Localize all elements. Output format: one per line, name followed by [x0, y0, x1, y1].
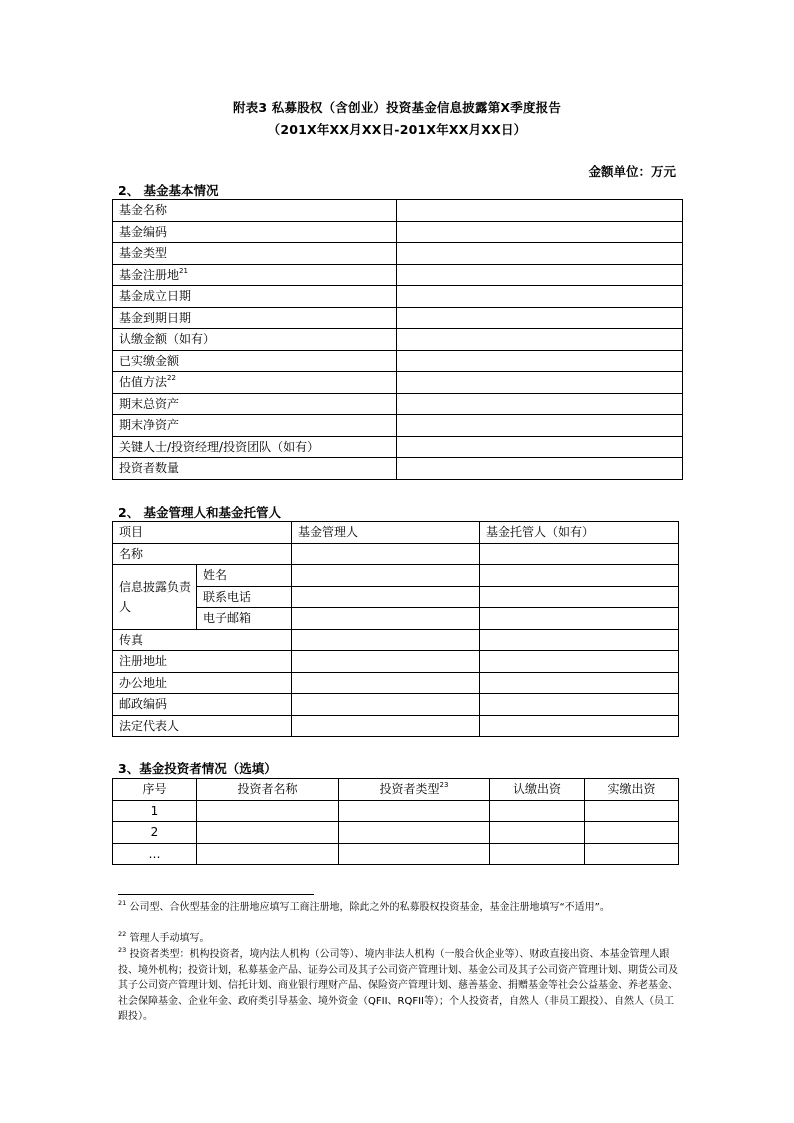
footnote — [118, 931, 678, 947]
row-label-text: 认缴金额（如有） — [119, 332, 216, 346]
custodian-cell[interactable] — [480, 672, 679, 694]
row-label — [113, 264, 397, 286]
header-subscribed: 认缴出资 — [490, 779, 585, 801]
table-row — [113, 307, 683, 329]
row-label-text: 基金编码 — [119, 224, 168, 239]
row-label: 名称 — [113, 543, 292, 565]
document-title: 附表3 私募股权（含创业）投资基金信息披露第X季度报告 — [232, 100, 562, 115]
value-cell[interactable] — [397, 286, 683, 308]
investor-type-cell[interactable] — [339, 843, 490, 865]
header-item: 项目 — [113, 522, 292, 544]
row-label — [113, 221, 397, 243]
row-label — [113, 286, 397, 308]
header-manager: 基金管理人 — [292, 522, 480, 544]
table-row — [113, 264, 683, 286]
table-row — [113, 350, 683, 372]
table-row — [113, 543, 679, 565]
contact-row-label: 姓名 — [197, 565, 292, 587]
row-label: 法定代表人 — [113, 715, 292, 737]
investors-table — [112, 778, 679, 865]
manager-cell[interactable] — [292, 651, 480, 673]
table-row — [113, 458, 683, 480]
paid-cell[interactable] — [585, 843, 679, 865]
header-seq: 序号 — [113, 779, 197, 801]
footnote-ref: 22 — [167, 374, 176, 382]
custodian-cell[interactable] — [480, 694, 679, 716]
basic-info-table — [112, 199, 683, 480]
footnote-text: 管理人手动填写。 — [129, 933, 210, 944]
footnote-ref: 23 — [439, 781, 449, 789]
row-label — [113, 393, 397, 415]
custodian-cell[interactable] — [480, 543, 679, 565]
row-label-text: 估值方法 — [119, 375, 168, 389]
row-label — [113, 307, 397, 329]
table-row — [113, 608, 679, 630]
table-row — [113, 393, 683, 415]
paid-cell[interactable] — [585, 822, 679, 844]
subscribed-cell[interactable] — [490, 843, 585, 865]
table-row — [113, 243, 683, 265]
seq-cell: 2 — [113, 822, 197, 844]
row-label — [113, 350, 397, 372]
row-label-text: 基金类型 — [119, 246, 168, 260]
value-cell[interactable] — [397, 329, 683, 351]
row-label-text: 关键人士/投资经理/投资团队（如有） — [119, 439, 320, 454]
row-label-text: 基金注册地 — [119, 267, 180, 282]
header-investor-type — [339, 779, 490, 801]
contact-row-label: 联系电话 — [197, 586, 292, 608]
value-cell[interactable] — [397, 307, 683, 329]
section-heading-manager-custodian: 2、 基金管理人和基金托管人 — [118, 505, 282, 520]
table-row — [113, 651, 679, 673]
table-row — [113, 329, 683, 351]
custodian-cell[interactable] — [480, 565, 679, 587]
table-row — [113, 586, 679, 608]
table-row — [113, 436, 683, 458]
footnote-divider — [118, 894, 314, 895]
footnote — [118, 947, 678, 1025]
footnote-ref: 21 — [179, 266, 188, 275]
investor-name-cell[interactable] — [197, 822, 339, 844]
row-label-text: 基金名称 — [119, 203, 168, 217]
investor-type-cell[interactable] — [339, 822, 490, 844]
subscribed-cell[interactable] — [490, 800, 585, 822]
row-label-text: 期末净资产 — [119, 418, 180, 432]
table-row — [113, 415, 683, 437]
value-cell[interactable] — [397, 264, 683, 286]
row-label — [113, 200, 397, 222]
footnote-text: 投资者类型：机构投资者，境内法人机构（公司等）、境内非法人机构（一般合伙企业等）、财政直接出资、本基金管理人跟投、境外机构；投资计划，私募基金产品、证券公司及其子公司资产管理计划、基金公司及其子公司资产管理计划、期货公司及其子公司资产管理计划、信托计划、商业银行理财产品、保险资产管理计划、慈善基金、捐赠基金等社会公益基金、养老基金、社会保障基金、企业年金、政府类引导基金、境外资金（QFII、RQFII等）；个人投资者，自然人（非员工跟投）、自然人（员工跟投）。 — [118, 949, 678, 1023]
footnote-number: 21 — [118, 899, 127, 907]
investor-name-cell[interactable] — [197, 800, 339, 822]
table-row — [113, 629, 679, 651]
header-investor-name: 投资者名称 — [197, 779, 339, 801]
manager-cell[interactable] — [292, 565, 480, 587]
table-row — [113, 672, 679, 694]
custodian-cell[interactable] — [480, 608, 679, 630]
value-cell[interactable] — [397, 350, 683, 372]
table-row — [113, 522, 679, 544]
seq-cell: … — [113, 843, 197, 865]
manager-cell[interactable] — [292, 672, 480, 694]
investor-name-cell[interactable] — [197, 843, 339, 865]
table-row — [113, 565, 679, 587]
row-label: 邮政编码 — [113, 694, 292, 716]
paid-cell[interactable] — [585, 800, 679, 822]
manager-cell[interactable] — [292, 629, 480, 651]
custodian-cell[interactable] — [480, 586, 679, 608]
custodian-cell[interactable] — [480, 715, 679, 737]
footnote-number: 22 — [118, 930, 127, 938]
row-label-text: 投资者数量 — [119, 461, 180, 475]
value-cell[interactable] — [397, 458, 683, 480]
manager-cell[interactable] — [292, 586, 480, 608]
header-custodian: 基金托管人（如有） — [480, 522, 679, 544]
contact-group-label: 信息披露负责人 — [113, 565, 197, 630]
row-label — [113, 329, 397, 351]
amount-unit: 金额单位：万元 — [588, 164, 676, 179]
row-label: 办公地址 — [113, 672, 292, 694]
table-row — [113, 800, 679, 822]
table-row — [113, 779, 679, 801]
row-label-text: 基金到期日期 — [119, 310, 192, 325]
row-label: 注册地址 — [113, 651, 292, 673]
footnote — [118, 900, 678, 916]
investor-type-cell[interactable] — [339, 800, 490, 822]
header-investor-type-label: 投资者类型 — [379, 782, 440, 796]
custodian-cell[interactable] — [480, 629, 679, 651]
table-row — [113, 286, 683, 308]
table-row — [113, 372, 683, 394]
row-label — [113, 458, 397, 480]
table-row — [113, 200, 683, 222]
header-paid: 实缴出资 — [585, 779, 679, 801]
value-cell[interactable] — [397, 372, 683, 394]
value-cell[interactable] — [397, 393, 683, 415]
value-cell[interactable] — [397, 415, 683, 437]
row-label: 传真 — [113, 629, 292, 651]
custodian-cell[interactable] — [480, 651, 679, 673]
footnote-number: 23 — [118, 946, 127, 954]
row-label — [113, 243, 397, 265]
contact-row-label: 电子邮箱 — [197, 608, 292, 630]
table-row — [113, 221, 683, 243]
manager-custodian-table — [112, 521, 679, 737]
manager-cell[interactable] — [292, 715, 480, 737]
table-row — [113, 822, 679, 844]
document-period: （201X年XX月XX日-201X年XX月XX日） — [267, 122, 527, 137]
row-label-text: 基金成立日期 — [119, 289, 192, 303]
section-heading-investors: 3、基金投资者情况（选填） — [118, 761, 277, 776]
row-label-text: 期末总资产 — [119, 396, 180, 411]
value-cell[interactable] — [397, 243, 683, 265]
table-row — [113, 843, 679, 865]
footnote-text: 公司型、合伙型基金的注册地应填写工商注册地，除此之外的私募股权投资基金，基金注册地填写“不适用”。 — [129, 902, 610, 913]
subscribed-cell[interactable] — [490, 822, 585, 844]
table-row — [113, 694, 679, 716]
value-cell[interactable] — [397, 436, 683, 458]
seq-cell: 1 — [113, 800, 197, 822]
row-label — [113, 372, 397, 394]
table-row — [113, 715, 679, 737]
value-cell[interactable] — [397, 200, 683, 222]
manager-cell[interactable] — [292, 694, 480, 716]
row-label — [113, 415, 397, 437]
value-cell[interactable] — [397, 221, 683, 243]
row-label — [113, 436, 397, 458]
row-label-text: 已实缴金额 — [119, 353, 180, 368]
manager-cell[interactable] — [292, 543, 480, 565]
manager-cell[interactable] — [292, 608, 480, 630]
section-heading-basic-info: 2、 基金基本情况 — [118, 183, 219, 198]
